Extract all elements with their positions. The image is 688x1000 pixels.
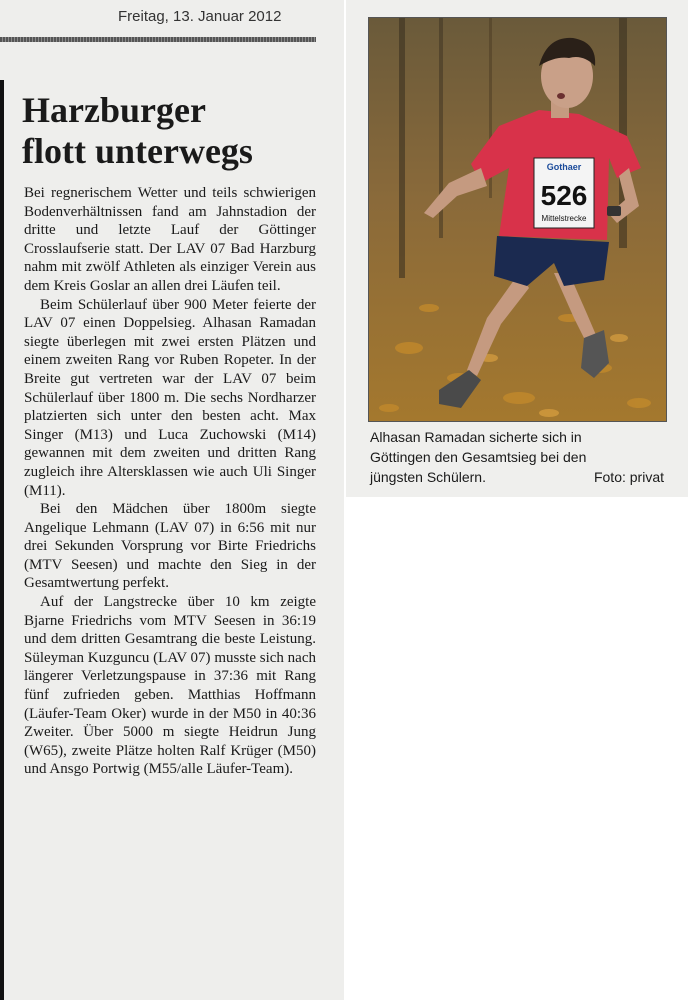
header-rule xyxy=(0,37,316,42)
bib-sponsor: Gothaer xyxy=(546,162,582,172)
scan-edge xyxy=(0,80,4,1000)
caption-line-1: Alhasan Ramadan sicherte sich in xyxy=(370,429,582,445)
caption-line-3: jüngsten Schülern. Foto: privat xyxy=(370,469,664,485)
headline xyxy=(22,90,322,172)
bib-event: Mittelstrecke xyxy=(541,214,587,223)
photo-credit: Foto: privat xyxy=(593,469,664,485)
paragraph-4: Auf der Langstrecke über 10 km zeigte Bjarne Friedrichs vom MTV Seesen in 36:19 und dem dritten Gesamtrang die beste Leistung. Süleyman Kuzguncu (LAV 07) musste sich nach längerer Verletzungspause in 37:36 mit Rang fünf zufrieden geben. Matthias Hoffmann (Läufer-Team Oker) wurde in der M50 in 40:36 Zweiter. Über 5000 m siegte Heidrun Jung (W65), zweite Plätze holten Ralf Krüger (M50) und Ansgo Portwig (M55/alle Läufer-Team). xyxy=(24,594,316,778)
issue-date: Freitag, 13. Januar 2012 xyxy=(118,8,282,25)
article-body xyxy=(24,184,316,779)
caption-line-2: Göttingen den Gesamtsieg bei den xyxy=(370,449,587,465)
paragraph-1: Bei regnerischem Wetter und teils schwierigen Bodenverhältnissen fand am Jahnstadion der dritte und letzte Lauf der Göttinger Crosslaufserie statt. Der LAV 07 Bad Harzburg nahm mit zwölf Athleten als einziger Verein aus dem Kreis Goslar an allen drei Läufen teil. xyxy=(24,185,316,294)
bib-number: 526 xyxy=(540,180,588,211)
runner-photo xyxy=(368,17,667,422)
headline-line-2: flott unterwegs xyxy=(22,131,253,171)
paragraph-3: Bei den Mädchen über 1800m siegte Angelique Lehmann (LAV 07) in 6:56 mit nur drei Sekunden Vorsprung vor Birte Friedrichs (MTV Seesen) und machte den Sieg in der Gesamtwertung perfekt. xyxy=(24,501,316,592)
paragraph-2: Beim Schülerlauf über 900 Meter feierte der LAV 07 einen Doppelsieg. Alhasan Ramadan siegte überlegen mit zwei ersten Plätzen und einem zweiten Rang vor Ruben Ropeter. In der Breite gut vertreten war der LAV 07 beim Schülerlauf über 1800 m. Die sechs Nordharzer platzierten sich unter den besten acht. Max Singer (M13) und Luca Zuchowski (M14) gewannen mit dem zweiten und dritten Rang zugleich ihre Altersklassen wie auch Uli Singer (M11). xyxy=(24,296,316,499)
photo-caption xyxy=(370,427,664,487)
headline-line-1: Harzburger xyxy=(22,90,206,130)
